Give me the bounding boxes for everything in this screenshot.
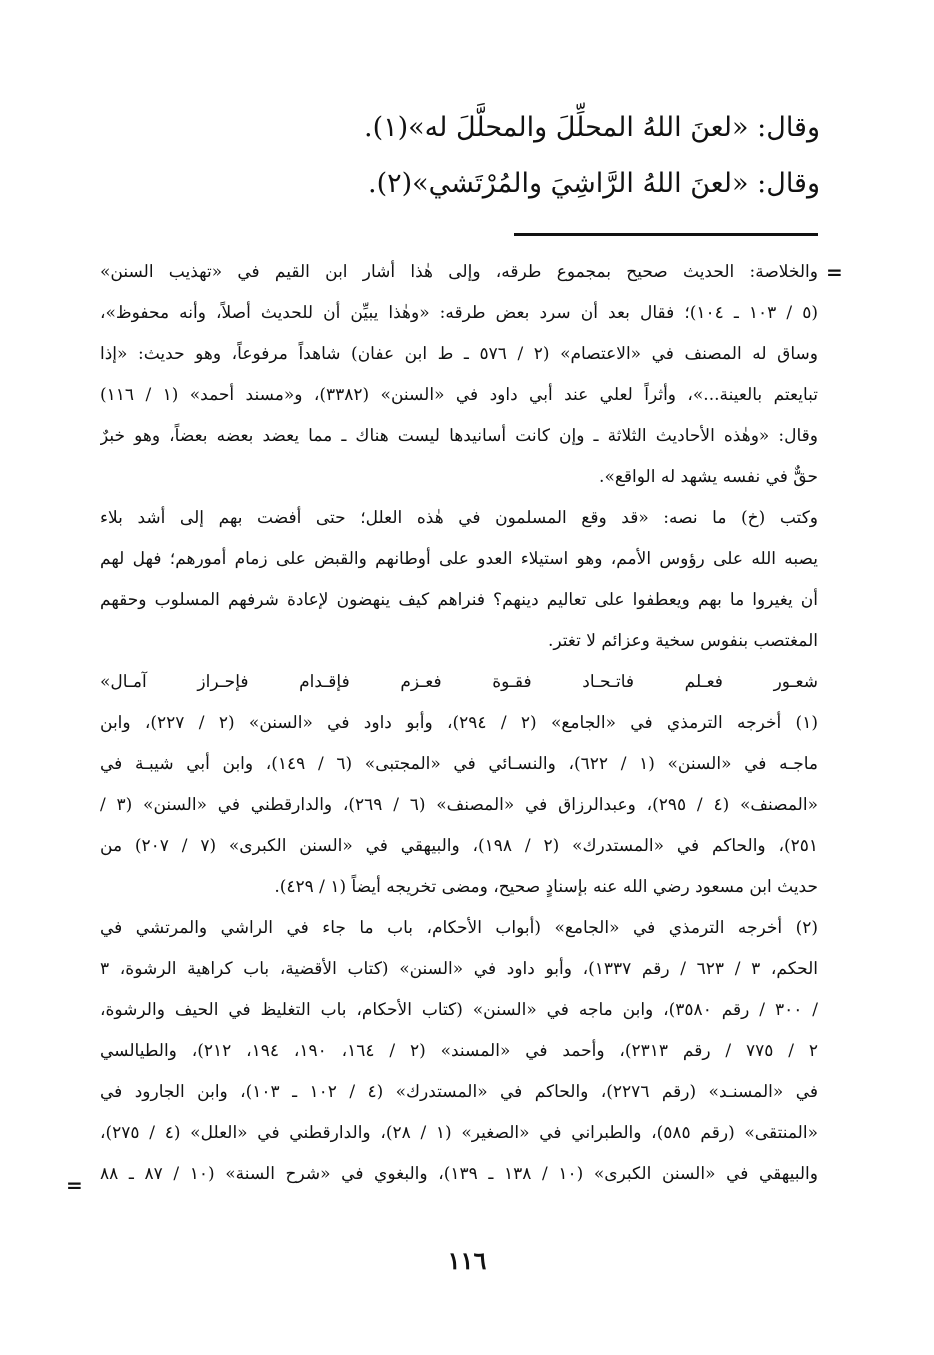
footnote-line: / ٣٠٠ / رقم ٣٥٨٠)، وابن ماجه في «السنن» (كتاب الأحكام، باب التغليظ في الحيف والرشوة، bbox=[100, 1000, 818, 1020]
footnote-line: والبيهقي في «السنن الكبرى» (١٠ / ١٣٨ ـ ١٣٩)، والبغوي في «شرح السنة» (١٠ / ٨٧ ـ ٨٨ bbox=[100, 1164, 818, 1184]
footnote-line: أن يغيروا ما بهم ويعطفوا على تعاليم دينهم؟ فنراهم كيف ينهضون لإعادة شرفهم المسلوب وحقهم bbox=[100, 590, 818, 610]
footnote-line: (١) أخرجه الترمذي في «الجامع» (٢ / ٢٩٤)، وأبو داود في «السنن» (٢ / ٢٢٧)، وابن bbox=[100, 713, 818, 733]
poem-line: شعـور فعـلم فاتـحـاد فقـوة فعـزم فإقـدام فإحـراز آمـال» bbox=[100, 672, 818, 692]
footnote-line: «المنتقى» (رقم ٥٨٥)، والطبراني في «الصغير» (١ / ٢٨)، والدارقطني في «العلل» (٤ / ٢٧٥)، bbox=[100, 1123, 818, 1143]
footnote-line: وقال: «وهٰذه الأحاديث الثلاثة ـ وإن كانت أسانيدها ليست هناك ـ مما يعضد بعضه بعضاً، وهو خبرٌ bbox=[100, 426, 818, 446]
footnote-line: ٢ / ٧٧٥ / رقم ٢٣١٣)، وأحمد في «المسند» (٢ / ١٦٤، ١٩٠، ١٩٤، ٢١٢)، والطيالسي bbox=[100, 1041, 818, 1061]
main-text-line: وقال: «لعنَ اللهُ المحلِّلَ والمحلَّلَ له»(١). bbox=[363, 112, 820, 143]
main-text bbox=[100, 100, 820, 212]
footnote-line: الحكم، ٣ / ٦٢٣ / رقم ١٣٣٧)، وأبو داود في «السنن» (كتاب الأقضية، باب كراهية الرشوة، ٣ bbox=[100, 959, 818, 979]
footnote-line: يصبه الله على رؤوس الأمم، وهو استيلاء العدو على أوطانهم والقبض على زمام أمورهم؛ فهل لهم bbox=[100, 549, 818, 569]
footnotes bbox=[100, 252, 818, 1195]
footnote-line: (٥ / ١٠٣ ـ ١٠٤)؛ فقال بعد أن سرد بعض طرقه: «وهٰذا يبيِّن أن للحديث أصلاً، وأنه محفوظ»، bbox=[100, 303, 818, 323]
footnote-line: حقٌّ في نفسه يشهد له الواقع». bbox=[599, 467, 818, 487]
footnote-line: ٢٥١)، والحاكم في «المستدرك» (٢ / ١٩٨)، والبيهقي في «السنن الكبرى» (٧ / ٢٠٧) من bbox=[100, 836, 818, 856]
footnote-line: (٢) أخرجه الترمذي في «الجامع» (أبواب الأحكام، باب ما جاء في الراشي والمرتشي في bbox=[100, 918, 818, 938]
footnote-line: تبايعتم بالعينة...»، وأثراً لعلي عند أبي داود في «السنن» (٣٣٨٢)، و«مسند أحمد» (١ / ١١٦) bbox=[100, 385, 818, 405]
page-number: ١١٦ bbox=[447, 1246, 487, 1275]
footnote-line: المغتصب بنفوس سخية وعزائم لا تغتر. bbox=[547, 631, 818, 651]
footnote-line: وساق له المصنف في «الاعتصام» (٢ / ٥٧٦ ـ ط ابن عفان) شاهداً مرفوعاً، وهو حديث: «إذا bbox=[100, 344, 818, 364]
footnote-line: وكتب (خ) ما نصه: «قد وقع المسلمون في هٰذه العلل؛ حتى أفضت بهم إلى أشد بلاء bbox=[100, 508, 818, 528]
footnote-line: والخلاصة: الحديث صحيح بمجموع طرقه، وإلى هٰذا أشار ابن القيم في «تهذيب السنن» bbox=[100, 262, 818, 282]
footnote-line: في «المسنـد» (رقم ٢٢٧٦)، والحاكم في «المستدرك» (٤ / ١٠٢ ـ ١٠٣)، وابن الجارود في bbox=[100, 1082, 818, 1102]
footnote-line: حديث ابن مسعود رضي الله عنه بإسنادٍ صحيح، ومضى تخريجه أيضاً (١ / ٤٢٩). bbox=[274, 877, 818, 897]
footnote-line: ماجـه في «السنن» (١ / ٦٢٢)، والنسـائي في «المجتبى» (٦ / ١٤٩)، وابن أبي شيبـة في bbox=[100, 754, 818, 774]
continuation-marker-top: = bbox=[826, 260, 843, 284]
footnote-line: «المصنف» (٤ / ٢٩٥)، وعبدالرزاق في «المصنف» (٦ / ٢٦٩)، والدارقطني في «السنن» (٣ / bbox=[100, 795, 818, 815]
main-text-line: وقال: «لعنَ اللهُ الرَّاشِيَ والمُرْتَشي»(٢). bbox=[367, 168, 820, 199]
continuation-marker-bottom: = bbox=[66, 1173, 83, 1197]
footnote-separator bbox=[514, 233, 818, 236]
